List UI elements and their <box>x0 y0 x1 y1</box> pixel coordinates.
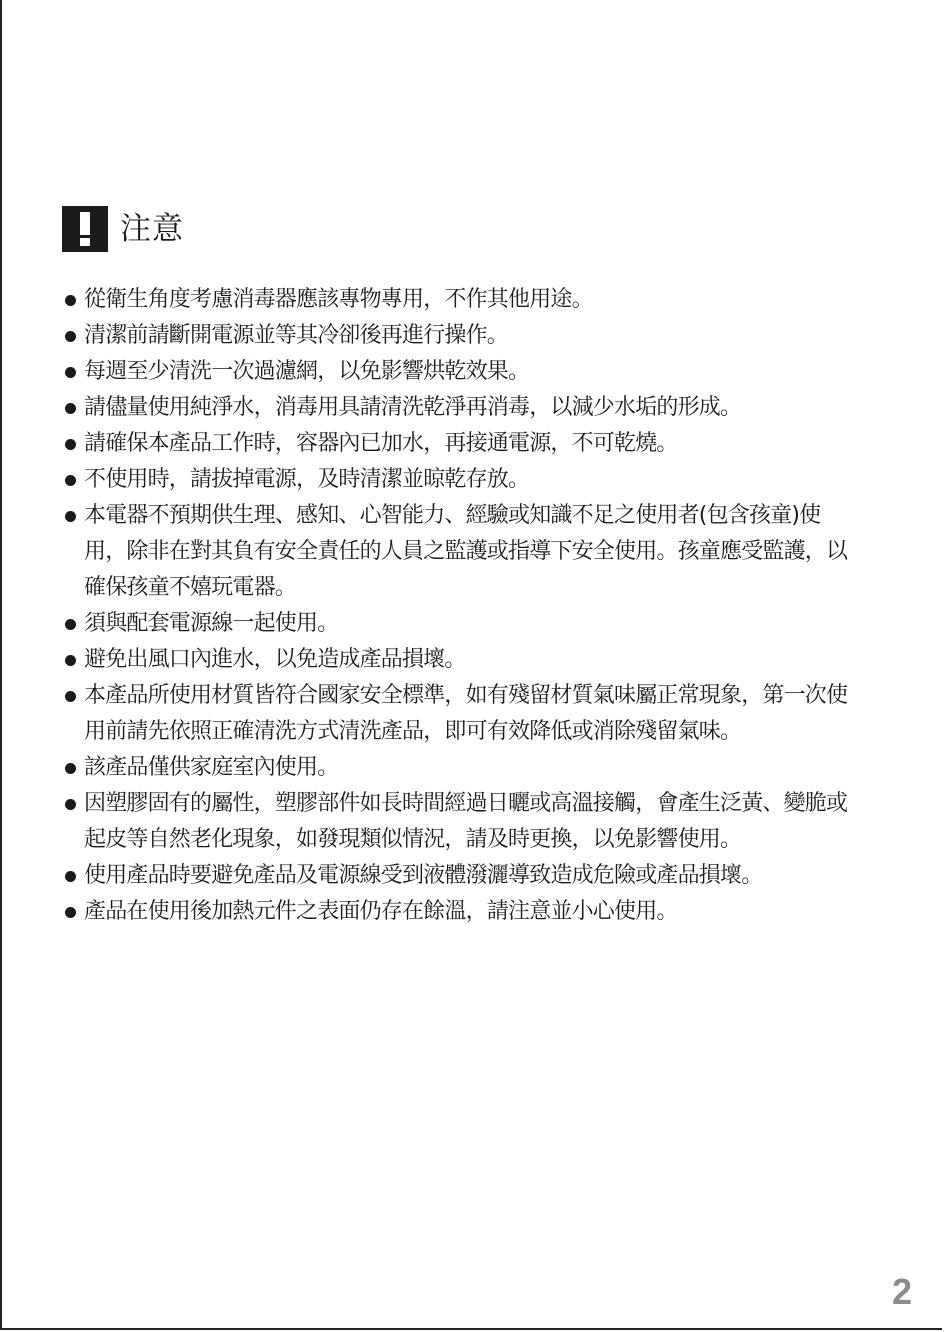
bullet-icon <box>65 403 76 414</box>
notice-text: 本電器不預期供生理、感知、心智能力、經驗或知識不足之使用者(包含孩童)使用，除非在對其負有安全責任的人員之監護或指導下安全使用。孩童應受監護，以確保孩童不嬉玩電器。 <box>84 503 848 600</box>
bullet-icon <box>65 367 76 378</box>
exclamation-glyph <box>78 211 92 247</box>
notice-item <box>62 750 862 786</box>
bullet-icon <box>65 619 76 630</box>
bullet-icon <box>65 655 76 666</box>
notice-text: 本產品所使用材質皆符合國家安全標準，如有殘留材質氣味屬正常現象，第一次使用前請先依照正確清洗方式清洗產品，即可有效降低或消除殘留氣味。 <box>84 683 848 744</box>
notice-text: 該產品僅供家庭室內使用。 <box>84 755 339 780</box>
notice-item <box>62 642 862 678</box>
notice-item <box>62 894 862 930</box>
notice-item <box>62 786 862 858</box>
notice-item <box>62 318 862 354</box>
bullet-icon <box>65 475 76 486</box>
notice-item <box>62 606 862 642</box>
notice-item <box>62 354 862 390</box>
notice-item <box>62 678 862 750</box>
bullet-icon <box>65 511 76 522</box>
notice-text: 請儘量使用純淨水，消毒用具請清洗乾淨再消毒，以減少水垢的形成。 <box>84 395 742 420</box>
page-number: 2 <box>891 1271 912 1312</box>
bullet-icon <box>65 763 76 774</box>
notice-text: 不使用時，請拔掉電源，及時清潔並晾乾存放。 <box>84 467 530 492</box>
bullet-icon <box>65 439 76 450</box>
bullet-icon <box>65 331 76 342</box>
caution-heading <box>62 206 184 252</box>
notice-item <box>62 462 862 498</box>
notice-text: 從衛生角度考慮消毒器應該專物專用，不作其他用途。 <box>84 287 593 312</box>
notice-item <box>62 498 862 606</box>
heading-title: 注意 <box>120 211 184 247</box>
notice-text: 請確保本產品工作時，容器內已加水，再接通電源，不可乾燒。 <box>84 431 678 456</box>
notice-text: 每週至少清洗一次過濾網，以免影響烘乾效果。 <box>84 359 530 384</box>
bullet-icon <box>65 871 76 882</box>
bullet-icon <box>65 295 76 306</box>
notice-item <box>62 282 862 318</box>
notice-text: 須與配套電源線一起使用。 <box>84 611 339 636</box>
notice-text: 產品在使用後加熱元件之表面仍存在餘溫，請注意並小心使用。 <box>84 899 678 924</box>
notice-text: 清潔前請斷開電源並等其冷卻後再進行操作。 <box>84 323 509 348</box>
notice-text: 因塑膠固有的屬性，塑膠部件如長時間經過日曬或高溫接觸，會產生泛黃、變脆或起皮等自然老化現象，如發現類似情況，請及時更換，以免影響使用。 <box>84 791 848 852</box>
notice-item <box>62 390 862 426</box>
bullet-icon <box>65 799 76 810</box>
notice-list <box>62 282 862 930</box>
bullet-icon <box>65 907 76 918</box>
bullet-icon <box>65 691 76 702</box>
notice-text: 使用產品時要避免產品及電源線受到液體潑灑導致造成危險或產品損壞。 <box>84 863 763 888</box>
exclamation-icon <box>62 206 108 252</box>
notice-text: 避免出風口內進水，以免造成產品損壞。 <box>84 647 466 672</box>
notice-item <box>62 426 862 462</box>
notice-item <box>62 858 862 894</box>
